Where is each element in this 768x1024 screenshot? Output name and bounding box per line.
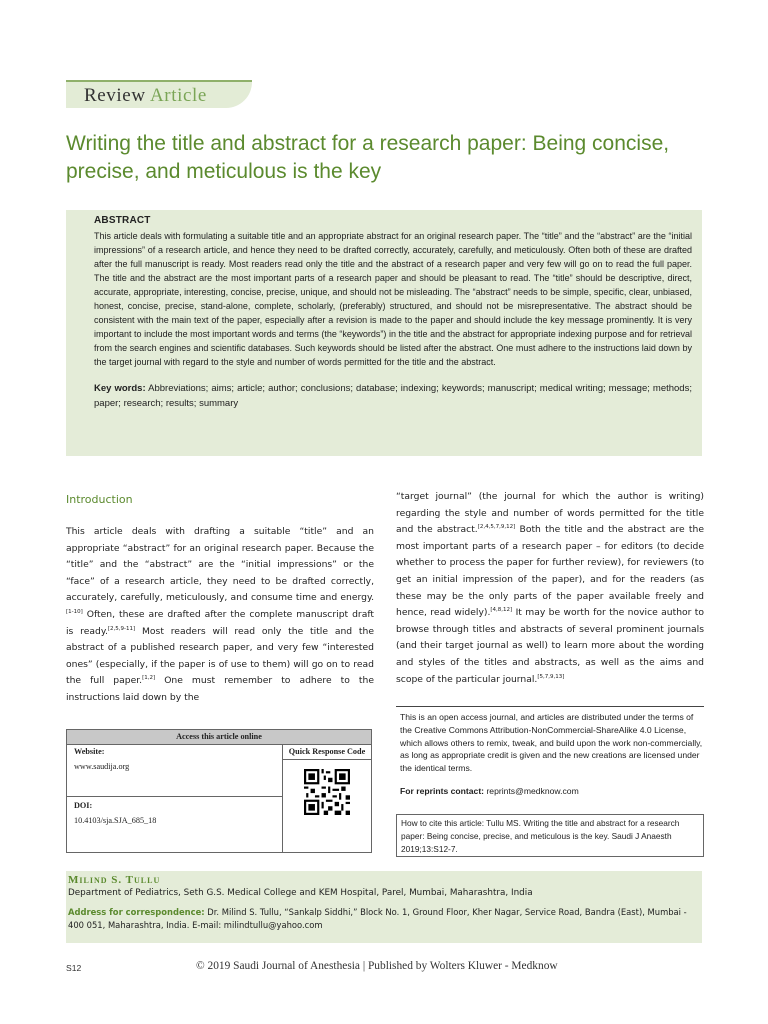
abstract-heading: ABSTRACT — [94, 215, 151, 226]
reprints-email[interactable]: reprints@medknow.com — [486, 786, 579, 796]
intro-paragraph-2 — [396, 489, 704, 688]
citation-ref[interactable]: [1-10] — [66, 608, 83, 615]
correspondence-address — [68, 906, 700, 931]
correspondence-label: Address for correspondence: — [68, 907, 205, 917]
license-note: This is an open access journal, and articles are distributed under the terms of the Creative Commons Attribution-NonCommercial-ShareAlike 4.0 License, which allows others to remix, tweak, and build upon the work non-commercially, as long as appropriate credit is given and the new creations are licensed under the identical terms. — [396, 706, 704, 775]
divider — [67, 796, 283, 797]
intro-text: It may be worth for the novice author to browse through titles and abstracts of several prominent journals (and their target journal as well) to learn more about the wording and styles of the titles and abstracts, as well as the aims and scope of the particular journal. — [396, 607, 705, 685]
intro-text: One must remember to adhere to the instructions laid down by the — [66, 675, 374, 703]
intro-text: Most readers will read only the title and the abstract of a published research paper, and very few “interested ones” (especially, if the paper is of use to them) will go on to read the full paper. — [66, 625, 374, 687]
abstract-text: This article deals with formulating a suitable title and an appropriate abstract for an original research paper. The “title” and the “abstract” are the “initial impressions” of a research article, and hence they need to be drafted correctly, accurately, carefully, and meticulously. Often both of these are drafted after the full manuscript is ready. Most readers read only the title and the abstract of a research paper and very few will go on to read the full paper. The title and the abstract are the most important parts of a research paper and should be pleasant to read. The “title” should be descriptive, direct, accurate, appropriate, interesting, concise, precise, unique, and should not be misleading. The “abstract” needs to be simple, specific, clear, unbiased, honest, concise, precise, stand-alone, complete, scholarly, (preferably) structured, and should not be misrepresentative. The abstract should be consistent with the main text of the paper, especially after a revision is made to the paper and should include the key message prominently. It is very important to include the most important words and terms (the “keywords”) in the title and the abstract for appropriate indexing purpose and for retrieval from the search engines and scientific databases. Such keywords should be listed after the abstract. One must adhere to the instructions laid down by the target journal with regard to the style and number of words permitted for the title and the abstract. — [94, 231, 692, 367]
citation-ref[interactable]: [1,2] — [142, 675, 156, 682]
intro-paragraph-1 — [66, 524, 374, 707]
qr-label: Quick Response Code — [283, 745, 371, 760]
doi-label: DOI: — [74, 801, 93, 810]
abstract-box — [66, 210, 702, 456]
intro-text: Often, these are drafted after the complete manuscript draft is ready. — [66, 608, 374, 637]
article-type-accent: Article — [149, 85, 207, 106]
qr-code-icon[interactable] — [304, 769, 350, 815]
keywords-list: Abbreviations; aims; article; author; conclusions; database; indexing; keywords; manuscript; medical writing; message; methods; paper; research; results; summary — [94, 383, 692, 409]
journal-footer: © 2019 Saudi Journal of Anesthesia | Published by Wolters Kluwer - Medknow — [196, 960, 558, 972]
intro-text: This article deals with drafting a suitable “title” and an appropriate “abstract” for an original research paper. Because the “title” and the “abstract” are the “initial impressions” or the “face” of a research article, they need to be drafted correctly, accurately, carefully, meticulously, and consume time and energy. — [66, 526, 374, 604]
citation-box: How to cite this article: Tullu MS. Writing the title and abstract for a research paper: Being concise, precise, and meticulous is the key. Saudi J Anaesth 2019;13:S12-7. — [396, 814, 704, 857]
keywords-label: Key words: — [94, 383, 146, 394]
intro-text: “target journal” (the journal for which the author is writing) regarding the style and number of words permitted for the title and the abstract. — [396, 491, 704, 536]
author-name: Milind S. Tullu — [68, 874, 161, 886]
citation-ref[interactable]: [4,8,12] — [490, 607, 513, 614]
reprints-contact — [400, 786, 579, 796]
citation-ref[interactable]: [2,5,9-11] — [107, 625, 136, 632]
page-number: S12 — [66, 963, 82, 973]
reprints-label: For reprints contact: — [400, 786, 485, 796]
website-link[interactable]: www.saudija.org — [74, 762, 130, 771]
website-label: Website: — [74, 747, 105, 756]
intro-text: Both the title and the abstract are the most important parts of a research paper – for editors (to decide whether to process the paper for further review), for reviewers (to get an initial impression of the paper), and for the readers (as these may be the only parts of the paper available freely and hence, read widely). — [396, 524, 704, 619]
access-article-box — [66, 729, 372, 853]
doi-link[interactable]: 10.4103/sja.SJA_685_18 — [74, 816, 157, 825]
citation-ref[interactable]: [2,4,5,7,9,12] — [477, 524, 516, 531]
keywords — [94, 381, 692, 411]
article-type-tab — [66, 80, 252, 108]
correspondence-text: Dr. Milind S. Tullu, “Sankalp Siddhi,” Block No. 1, Ground Floor, Kher Nagar, Service Road, Bandra (East), Mumbai - 400 051, Maharashtra, India. E-mail: milindtullu@yahoo.com — [68, 907, 687, 930]
article-type-label: Review — [84, 85, 146, 106]
qr-section — [283, 745, 371, 852]
paper-title: Writing the title and abstract for a research paper: Being concise, precise, and meticulous is the key — [66, 132, 670, 183]
citation-ref[interactable]: [5,7,9,13] — [537, 673, 565, 680]
access-heading: Access this article online — [67, 730, 371, 745]
author-affiliation: Department of Pediatrics, Seth G.S. Medical College and KEM Hospital, Parel, Mumbai, Maharashtra, India — [68, 888, 533, 898]
introduction-heading: Introduction — [66, 493, 133, 506]
author-box — [66, 871, 702, 943]
